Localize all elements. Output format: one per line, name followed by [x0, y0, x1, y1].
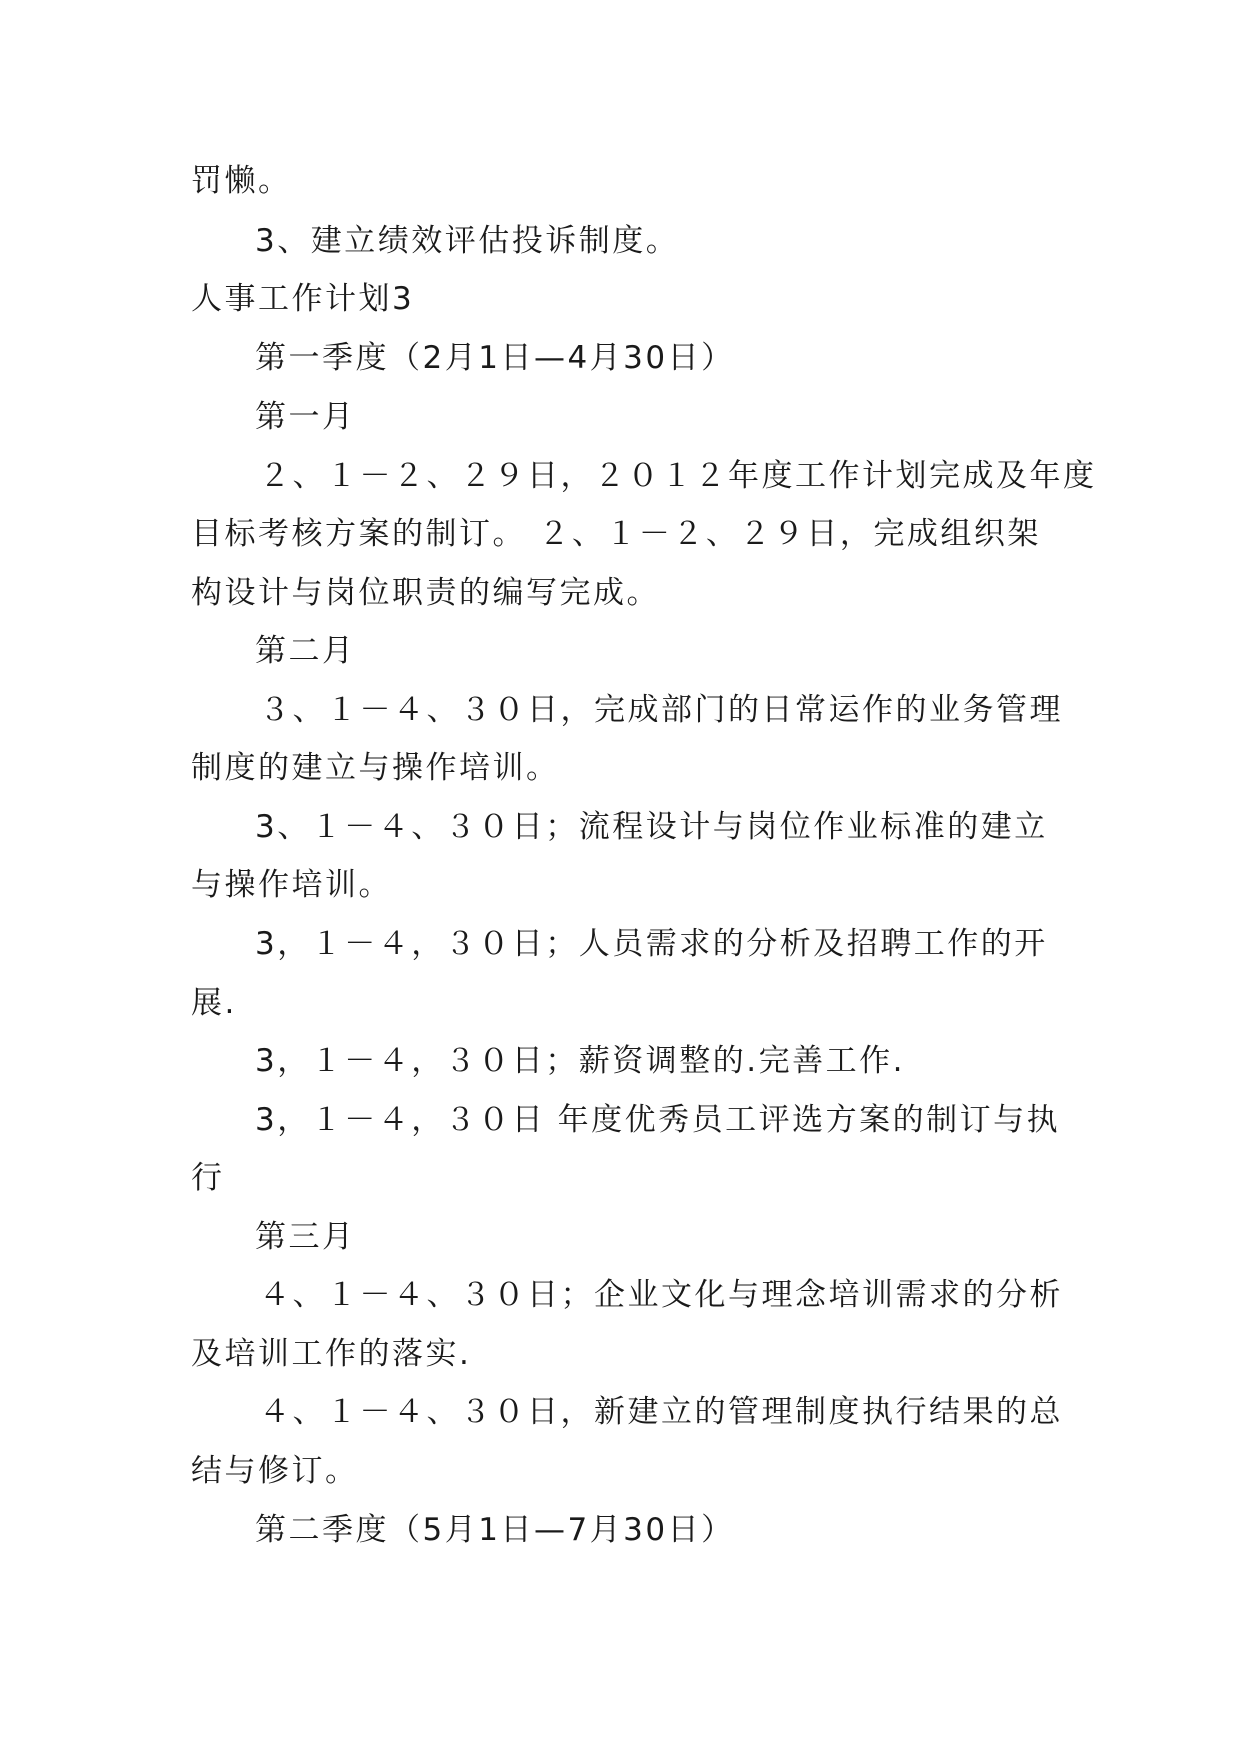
text-line: 3，１－４，３０日；薪资调整的.完善工作. — [255, 1043, 905, 1079]
text-line: ２、１－２、２９日，２０１２年度工作计划完成及年度 — [259, 458, 1097, 494]
month-heading: 第二月 — [255, 633, 356, 669]
text-line: 构设计与岗位职责的编写完成。 — [191, 575, 660, 611]
text-line: ４、１－４、３０日；企业文化与理念培训需求的分析 — [259, 1277, 1063, 1313]
text-line: 目标考核方案的制订。 ２、１－２、２９日，完成组织架 — [191, 516, 1041, 552]
text-line: ３、１－４、３０日，完成部门的日常运作的业务管理 — [259, 692, 1063, 728]
quarter-heading: 第一季度（2月1日—4月30日） — [255, 340, 735, 376]
text-line: 结与修订。 — [191, 1453, 359, 1489]
text-line: 3、建立绩效评估投诉制度。 — [255, 223, 680, 259]
text-line: 行 — [191, 1160, 225, 1196]
month-heading: 第三月 — [255, 1219, 356, 1255]
text-line: 制度的建立与操作培训。 — [191, 750, 560, 786]
text-line: 3，１－４，３０日 年度优秀员工评选方案的制订与执 — [255, 1102, 1061, 1138]
text-line: 罚懒。 — [191, 163, 292, 199]
text-line: 及培训工作的落实. — [191, 1336, 472, 1372]
month-heading: 第一月 — [255, 399, 356, 435]
text-line: ４、１－４、３０日，新建立的管理制度执行结果的总 — [259, 1394, 1063, 1430]
section-title: 人事工作计划3 — [191, 281, 415, 317]
text-line: 3、１－４、３０日；流程设计与岗位作业标准的建立 — [255, 809, 1048, 845]
quarter-heading: 第二季度（5月1日—7月30日） — [255, 1512, 735, 1548]
text-line: 展. — [191, 985, 237, 1021]
text-line: 3，１－４，３０日；人员需求的分析及招聘工作的开 — [255, 926, 1048, 962]
text-line: 与操作培训。 — [191, 867, 392, 903]
